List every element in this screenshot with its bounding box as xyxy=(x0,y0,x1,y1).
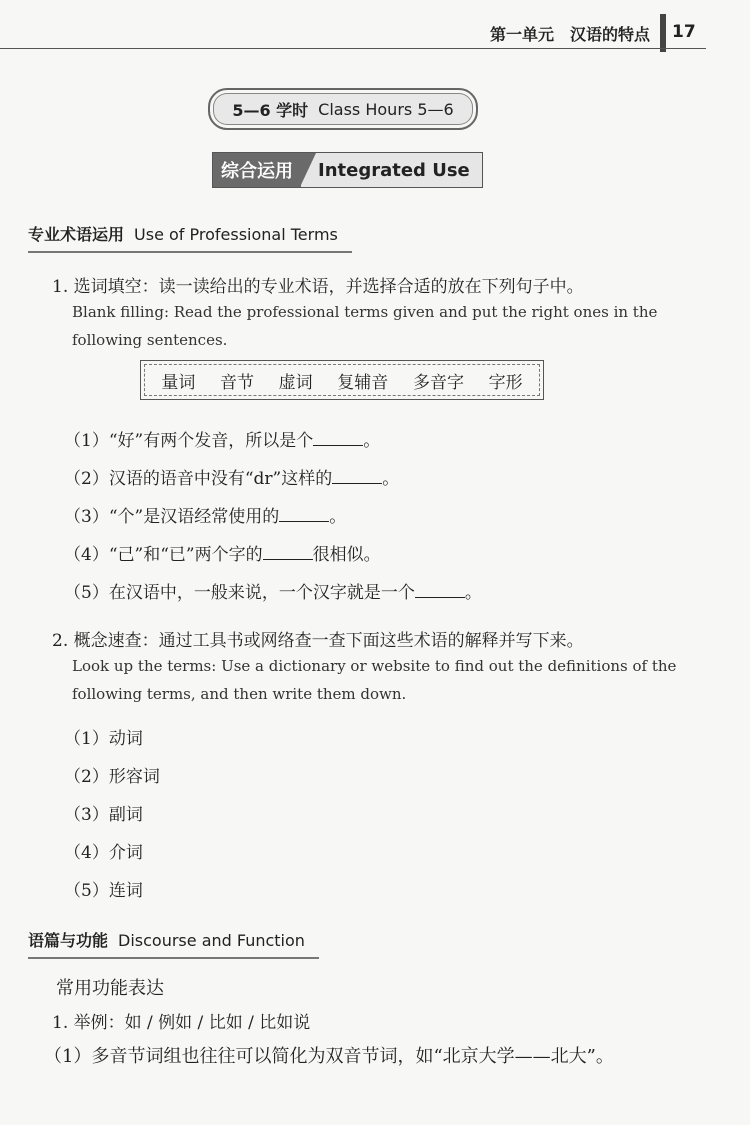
term-word-box xyxy=(140,360,544,400)
term-word: 音节 xyxy=(219,372,254,393)
class-hours-cn: 5—6 学时 xyxy=(232,100,309,120)
section2-cn: 语篇与功能 xyxy=(28,931,109,950)
answer-blank[interactable] xyxy=(313,431,363,446)
term-item-3: （3）副词 xyxy=(64,805,143,825)
term-word: 多音字 xyxy=(412,372,464,393)
question-1-en-line1: Blank filling: Read the professional terms given and put the right ones in the xyxy=(72,303,658,321)
term-item-1: （1）动词 xyxy=(64,729,143,749)
question-1-cn: 1. 选词填空：读一读给出的专业术语，并选择合适的放在下列句子中。 xyxy=(52,277,584,297)
function-item-1: 1. 举例：如 / 例如 / 比如 / 比如说 xyxy=(52,1013,311,1033)
header-divider xyxy=(660,14,666,52)
fill-blank-item-2: （2）汉语的语音中没有“dr”这样的 。 xyxy=(64,469,400,489)
term-item-2: （2）形容词 xyxy=(64,767,160,787)
answer-blank[interactable] xyxy=(415,583,465,598)
fill-blank-item-4: （4）“己”和“已”两个字的 很相似。 xyxy=(64,545,381,565)
section1-cn: 专业术语运用 xyxy=(28,225,125,244)
question-1-en-line2: following sentences. xyxy=(72,331,228,349)
common-functions-title: 常用功能表达 xyxy=(56,978,164,999)
term-word: 复辅音 xyxy=(337,372,389,393)
fill-blank-item-1: （1）“好”有两个发音，所以是个 。 xyxy=(64,431,381,451)
section-heading-discourse-function xyxy=(28,926,319,959)
term-item-5: （5）连词 xyxy=(64,881,143,901)
section2-en: Discourse and Function xyxy=(118,931,305,950)
fill-blank-item-5: （5）在汉语中，一般来说，一个汉字就是一个 。 xyxy=(64,583,482,603)
answer-blank[interactable] xyxy=(263,545,313,560)
class-hours-en: Class Hours 5—6 xyxy=(318,99,454,119)
answer-blank[interactable] xyxy=(279,507,329,522)
function-example-1: （1）多音节词组也往往可以简化为双音节词，如“北京大学——北大”。 xyxy=(44,1046,614,1067)
header-rule xyxy=(0,48,706,49)
term-item-4: （4）介词 xyxy=(64,843,143,863)
banner-arrow xyxy=(300,153,316,187)
section-heading-professional-terms xyxy=(28,220,352,253)
class-hours-badge xyxy=(208,88,478,130)
fill-blank-item-3: （3）“个”是汉语经常使用的 。 xyxy=(64,507,347,527)
term-word: 字形 xyxy=(488,372,523,393)
question-2-en-line1: Look up the terms: Use a dictionary or website to find out the definitions of the xyxy=(72,657,677,675)
question-2-en-line2: following terms, and then write them down. xyxy=(72,685,407,703)
answer-blank[interactable] xyxy=(332,469,382,484)
banner-cn: 综合运用 xyxy=(213,153,301,187)
term-word: 量词 xyxy=(161,372,196,393)
question-2-cn: 2. 概念速查：通过工具书或网络查一查下面这些术语的解释并写下来。 xyxy=(52,631,584,651)
section1-en: Use of Professional Terms xyxy=(134,225,338,244)
page-number: 17 xyxy=(672,22,696,42)
integrated-use-banner xyxy=(212,152,483,188)
term-word: 虚词 xyxy=(278,372,313,393)
banner-en: Integrated Use xyxy=(318,159,470,181)
running-header-unit-title: 第一单元 汉语的特点 xyxy=(489,25,650,44)
